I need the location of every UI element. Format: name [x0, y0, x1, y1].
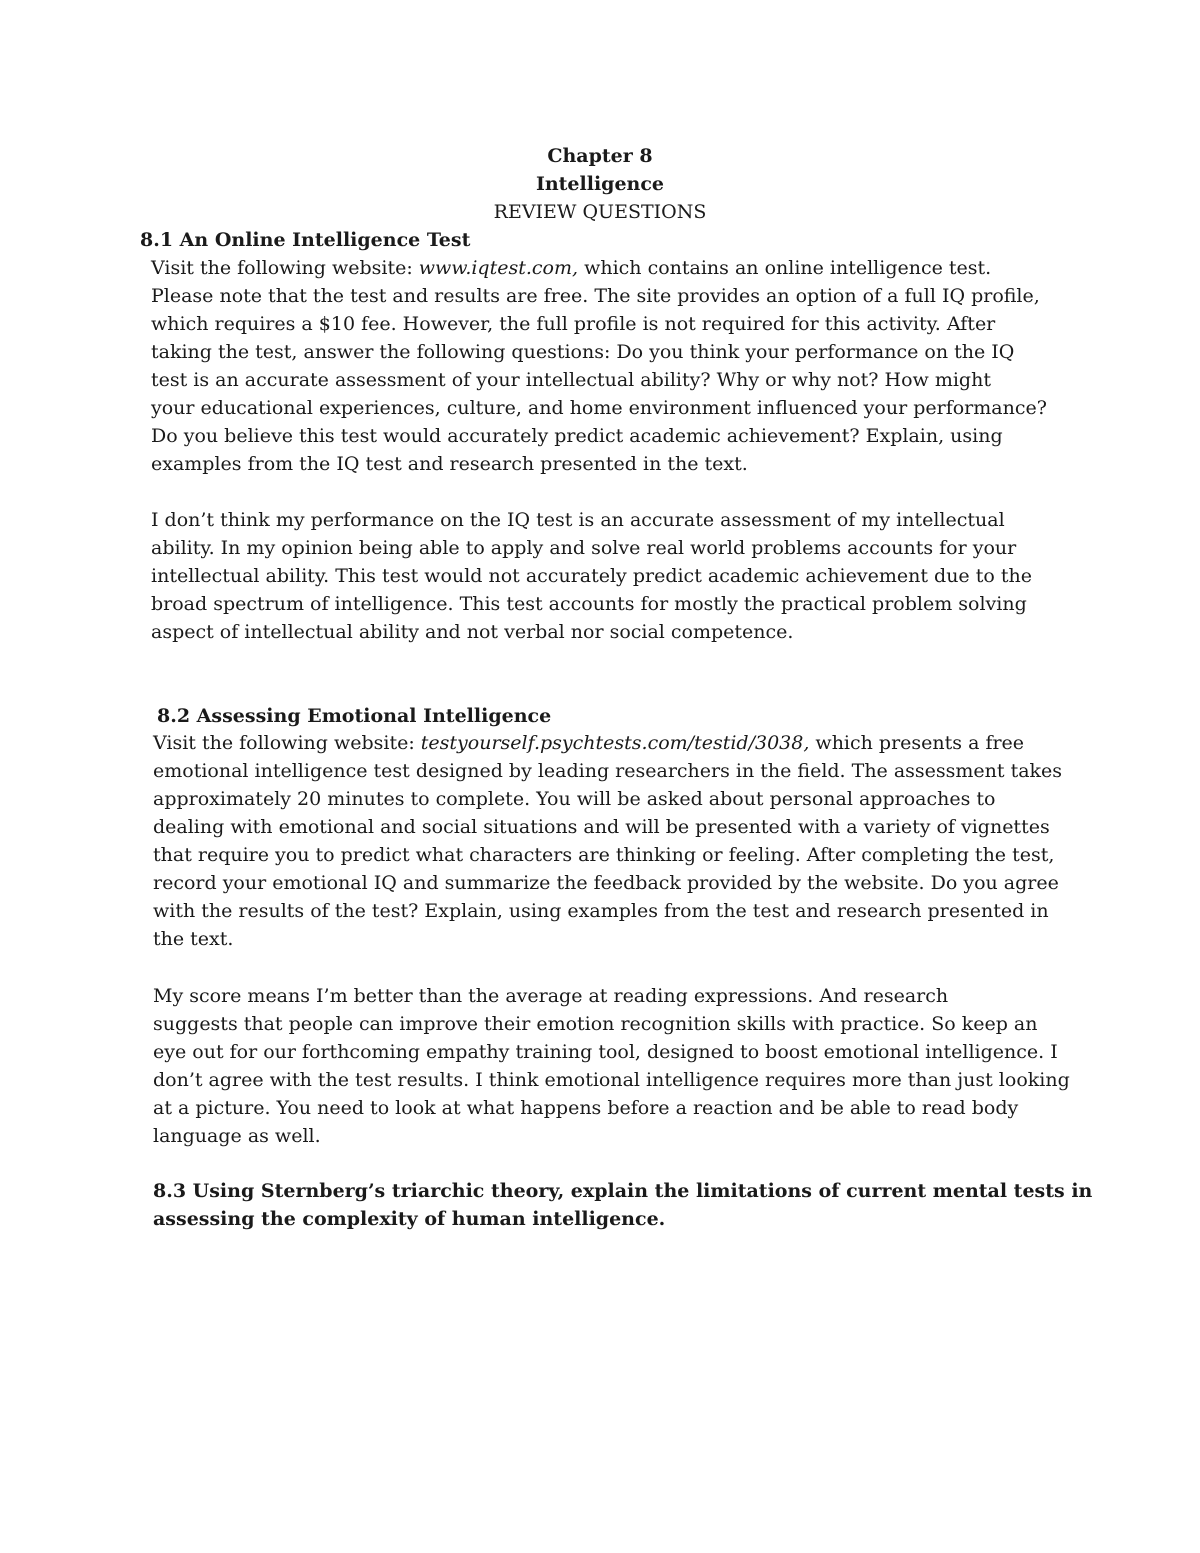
prompt-line: your educational experiences, culture, and home environment influenced your performance? [151, 397, 1047, 419]
prompt-text: Visit the following website: [151, 257, 419, 279]
prompt-line: dealing with emotional and social situations and will be presented with a variety of vignettes [153, 816, 1050, 838]
answer-line: ability. In my opinion being able to apply and solve real world problems accounts for your [151, 537, 1017, 559]
answer-line: aspect of intellectual ability and not verbal nor social competence. [151, 621, 794, 643]
prompt-line: emotional intelligence test designed by leading researchers in the field. The assessment takes [153, 760, 1063, 782]
answer-line: I don’t think my performance on the IQ test is an accurate assessment of my intellectual [151, 509, 1005, 531]
section-8-1-prompt [151, 254, 1047, 478]
chapter-number: Chapter 8 [547, 145, 653, 167]
answer-line: language as well. [153, 1125, 321, 1147]
section-8-2-heading-block [157, 702, 551, 730]
section-8-3-question [153, 1177, 1092, 1233]
section-8-2-prompt [153, 729, 1062, 953]
prompt-text: which presents a free [809, 732, 1025, 754]
prompt-line: Please note that the test and results are free. The site provides an option of a full IQ profile, [151, 285, 1040, 307]
prompt-line: examples from the IQ test and research presented in the text. [151, 453, 748, 475]
prompt-text: which contains an online intelligence test. [578, 257, 992, 279]
question-line: assessing the complexity of human intelligence. [153, 1208, 666, 1230]
answer-line: eye out for our forthcoming empathy training tool, designed to boost emotional intelligence. I [153, 1041, 1058, 1063]
prompt-line: which requires a $10 fee. However, the full profile is not required for this activity. After [151, 313, 996, 335]
prompt-line: that require you to predict what characters are thinking or feeling. After completing the test, [153, 844, 1055, 866]
answer-line: My score means I’m better than the average at reading expressions. And research [153, 985, 949, 1007]
section-8-1-heading-block [140, 226, 470, 254]
prompt-line: approximately 20 minutes to complete. You will be asked about personal approaches to [153, 788, 996, 810]
prompt-text: Visit the following website: [153, 732, 421, 754]
section-8-2-heading: 8.2 Assessing Emotional Intelligence [157, 705, 552, 727]
answer-line: at a picture. You need to look at what happens before a reaction and be able to read body [153, 1097, 1019, 1119]
prompt-line: taking the test, answer the following questions: Do you think your performance on the IQ [151, 341, 1015, 363]
section-8-1-answer [151, 506, 1032, 646]
review-questions-heading: REVIEW QUESTIONS [493, 201, 707, 223]
section-8-2-answer [153, 982, 1070, 1150]
prompt-line: record your emotional IQ and summarize the feedback provided by the website. Do you agree [153, 872, 1059, 894]
prompt-line [151, 254, 1047, 282]
prompt-line: Do you believe this test would accurately predict academic achievement? Explain, using [151, 425, 1003, 447]
section-8-1-heading: 8.1 An Online Intelligence Test [140, 229, 471, 251]
question-line: 8.3 Using Sternberg’s triarchic theory, explain the limitations of current mental tests in [153, 1180, 1093, 1202]
chapter-title: Intelligence [535, 173, 665, 195]
iqtest-url: www.iqtest.com, [418, 257, 579, 279]
psychtests-url: testyourself.psychtests.com/testid/3038, [420, 732, 810, 754]
prompt-line [153, 729, 1062, 757]
prompt-line: with the results of the test? Explain, using examples from the test and research presented in [153, 900, 1049, 922]
answer-line: don’t agree with the test results. I think emotional intelligence requires more than just looking [153, 1069, 1070, 1091]
answer-line: intellectual ability. This test would not accurately predict academic achievement due to the [151, 565, 1032, 587]
answer-line: suggests that people can improve their emotion recognition skills with practice. So keep an [153, 1013, 1038, 1035]
document-header [0, 142, 1200, 226]
prompt-line: test is an accurate assessment of your intellectual ability? Why or why not? How might [151, 369, 991, 391]
prompt-line: the text. [153, 928, 234, 950]
answer-line: broad spectrum of intelligence. This test accounts for mostly the practical problem solving [151, 593, 1027, 615]
